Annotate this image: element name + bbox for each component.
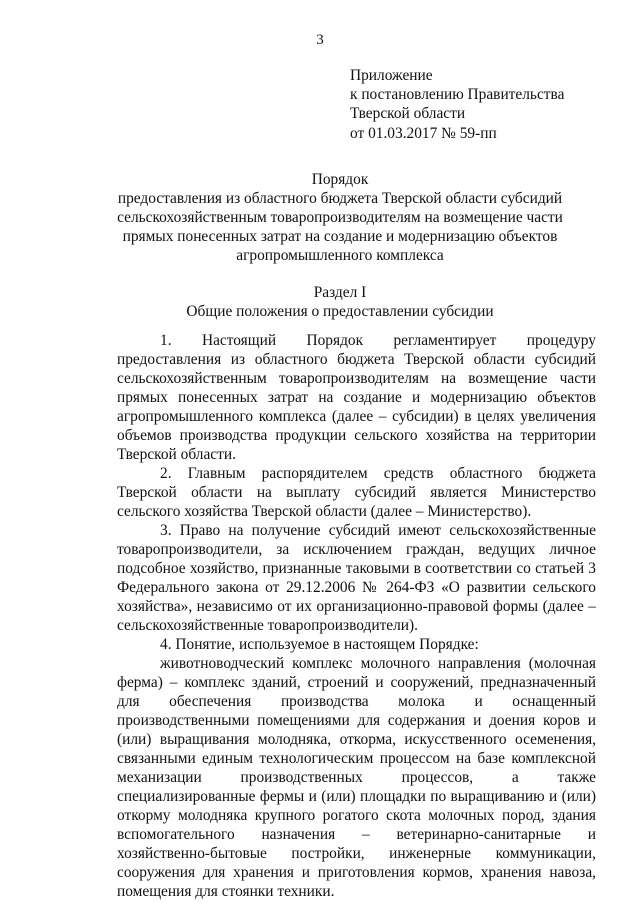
section-heading [70,283,610,321]
approval-line: Тверской области [350,105,466,123]
title-line: агропромышленного комплекса [236,247,444,264]
section-number: Раздел I [313,284,367,301]
title-line: предоставления из областного бюджета Тверской области субсидий [117,190,563,207]
approval-date-line: от 01.03.2017 № 59-пп [350,124,497,142]
approval-line: к постановлению Правительства [350,86,565,104]
document-body [117,331,596,901]
page-number: 3 [316,32,324,48]
title-heading: Порядок [311,171,369,188]
approval-block [350,66,590,143]
paragraph: 3. Право на получение субсидий имеют сельскохозяйственные товаропроизводители, за исключением граждан, ведущих личное подсобное хозяйство, признанные таковыми в соответствии со статьей 3 Федерального закона от 29.12.2006 № 264-ФЗ «О развитии сельского хозяйства», независимо от их организационно-правовой формы (далее – сельскохозяйственные товаропроизводители). [117,522,596,634]
title-line: сельскохозяйственным товаропроизводителям на возмещение части [117,209,563,226]
paragraph: 4. Понятие, используемое в настоящем Порядке: [160,636,479,653]
paragraph: 2. Главным распорядителем средств областного бюджета Тверской области на выплату субсидий является Министерство сельского хозяйства Тверской области (далее – Министерство). [117,465,596,520]
approval-line: Приложение [350,67,433,84]
paragraph: 1. Настоящий Порядок регламентирует процедуру предоставления из областного бюджета Тверской области субсидий сельскохозяйственным товаропроизводителям на возмещение части прямых понесенных затрат на создание и модернизацию объектов агропромышленного комплекса (далее – субсидии) в целях увеличения объемов производства продукции сельского хозяйства на территории Тверской области. [117,332,596,463]
title-line: прямых понесенных затрат на создание и модернизацию объектов [122,228,558,245]
section-title: Общие положения о предоставлении субсидии [186,303,494,320]
document-title [70,170,610,265]
paragraph: животноводческий комплекс молочного направления (молочная ферма) – комплекс зданий, строений и сооружений, предназначенный для обеспечения производства молока и оснащенный производственными помещениями для содержания и доения коров и (или) выращивания молодняка, откорма, искусственного осеменения, связанными единым технологическим процессом на базе комплексной механизации производственных процессов, а также специализированные фермы и (или) площадки по выращиванию и (или) откорму молодняка крупного рогатого скота молочных пород, здания вспомогательного назначения – ветеринарно-санитарные и хозяйственно-бытовые постройки, инженерные коммуникации, сооружения для хранения и приготовления кормов, хранения навоза, помещения для стоянки техники. [117,655,596,900]
